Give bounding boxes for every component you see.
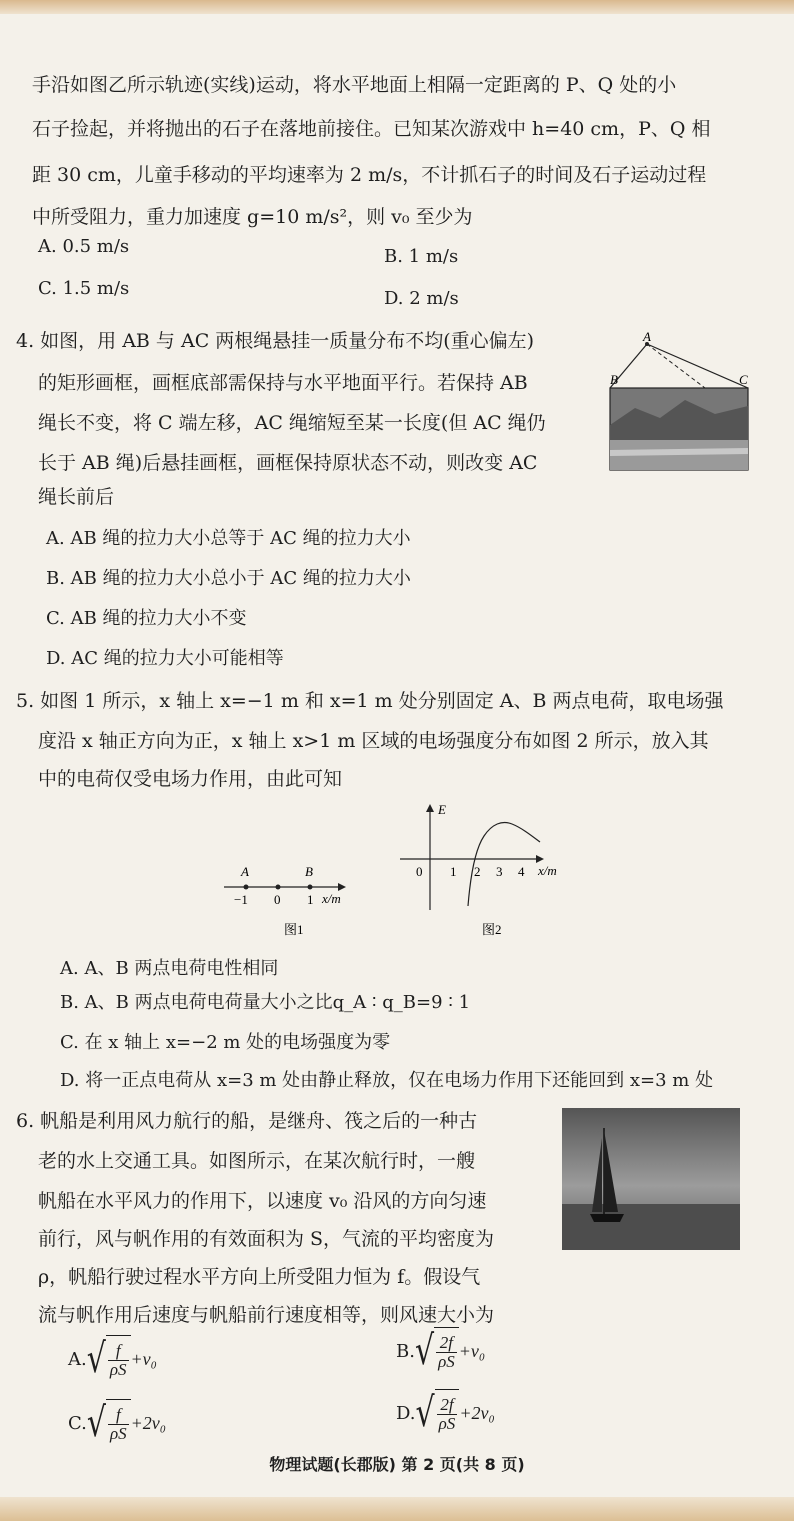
- q4-line-3: 绳长不变，将 C 端左移，AC 绳缩短至某一长度(但 AC 绳仍: [38, 412, 546, 434]
- q5-option-c: C. 在 x 轴上 x=−2 m 处的电场强度为零: [60, 1032, 391, 1053]
- q4-line-4: 长于 AB 绳)后悬挂画框，画框保持原状态不动，则改变 AC: [38, 452, 538, 474]
- q6-option-b: [396, 1326, 485, 1376]
- q6-c-tail: +2v₀: [130, 1413, 167, 1433]
- q6-a-label: A.: [68, 1349, 87, 1370]
- fig2-caption: 图2: [482, 922, 502, 937]
- page-top-edge: [0, 0, 794, 14]
- q6-b-tail: +v₀: [458, 1341, 486, 1361]
- q4-line-5: 绳长前后: [38, 486, 115, 508]
- sqrt-icon: √: [86, 1399, 106, 1447]
- fig1-tick-0: 0: [274, 892, 281, 907]
- fig2-axis-label: x/m: [538, 863, 557, 878]
- q4-option-b: B. AB 绳的拉力大小总小于 AC 绳的拉力大小: [46, 568, 411, 589]
- q6-line-3: 帆船在水平风力的作用下，以速度 v₀ 沿风的方向匀速: [38, 1190, 487, 1212]
- q6-b-den: ρS: [438, 1352, 455, 1371]
- q5-option-a: A. A、B 两点电荷电性相同: [60, 958, 279, 979]
- q5-figure-2: [398, 796, 573, 946]
- q3-line-4: 中所受阻力，重力加速度 g=10 m/s²，则 v₀ 至少为: [32, 206, 473, 228]
- page-bottom-edge: [0, 1497, 794, 1521]
- fig1-axis-label: x/m: [322, 891, 341, 906]
- q6-line-2: 老的水上交通工具。如图所示，在某次航行时，一艘: [38, 1150, 476, 1172]
- q6-d-label: D.: [396, 1403, 416, 1424]
- fig1-tick-1: 1: [307, 892, 314, 907]
- fig1-tick-neg1: −1: [234, 892, 248, 907]
- q3-option-c: C. 1.5 m/s: [38, 278, 130, 299]
- sqrt-icon: √: [415, 1389, 435, 1437]
- q5-line-2: 度沿 x 轴正方向为正，x 轴上 x>1 m 区域的电场强度分布如图 2 所示，放入其: [38, 730, 709, 752]
- q4-label-a: A: [643, 330, 651, 344]
- fig1-label-b: B: [305, 864, 313, 879]
- fig1-label-a: A: [241, 864, 249, 879]
- q6-line-5: ρ，帆船行驶过程水平方向上所受阻力恒为 f。假设气: [38, 1266, 481, 1288]
- q4-label-c: C: [739, 372, 748, 387]
- q6-c-label: C.: [68, 1413, 87, 1434]
- fig1-caption: 图1: [284, 922, 304, 937]
- q5-line-3: 中的电荷仅受电场力作用，由此可知: [38, 768, 343, 790]
- sqrt-icon: √: [414, 1327, 435, 1375]
- q3-line-2: 石子捡起，并将抛出的石子在落地前接住。已知某次游戏中 h=40 cm，P、Q 相: [32, 118, 711, 140]
- q4-label-b: B: [610, 372, 618, 387]
- q6-d-den: ρS: [438, 1414, 456, 1433]
- q6-line-1: 6. 帆船是利用风力航行的船，是继舟、筏之后的一种古: [16, 1110, 478, 1132]
- q6-d-num: 2f: [437, 1396, 458, 1415]
- sailboat-photo: [562, 1108, 740, 1250]
- q4-line-2: 的矩形画框，画框底部需保持与水平地面平行。若保持 AB: [38, 372, 528, 394]
- q3-line-1: 手沿如图乙所示轨迹(实线)运动，将水平地面上相隔一定距离的 P、Q 处的小: [32, 74, 677, 96]
- q6-line-6: 流与帆作用后速度与帆船前行速度相等，则风速大小为: [38, 1304, 495, 1326]
- q4-frame-figure: [605, 330, 755, 475]
- q3-line-3: 距 30 cm，儿童手移动的平均速率为 2 m/s，不计抓石子的时间及石子运动过程: [32, 164, 707, 186]
- q6-a-num: f: [108, 1342, 129, 1361]
- q6-d-tail: +2v₀: [459, 1403, 495, 1423]
- q4-line-1: 4. 如图，用 AB 与 AC 两根绳悬挂一质量分布不均(重心偏左): [16, 330, 535, 352]
- fig2-ylabel: E: [438, 802, 446, 817]
- q5-option-d: D. 将一正点电荷从 x=3 m 处由静止释放，仅在电场力作用下还能回到 x=3 m 处: [60, 1070, 714, 1091]
- q5-figure-1: [222, 860, 367, 945]
- fig2-tick-1: 1: [450, 864, 457, 879]
- q6-b-label: B.: [396, 1341, 415, 1362]
- q5-option-b: B. A、B 两点电荷电荷量大小之比q_A ∶ q_B=9 ∶ 1: [60, 992, 471, 1013]
- q5-line-1: 5. 如图 1 所示，x 轴上 x=−1 m 和 x=1 m 处分别固定 A、B 两点电荷，取电场强: [16, 690, 724, 712]
- q6-option-c: [68, 1398, 166, 1448]
- q6-a-tail: +v₀: [130, 1349, 157, 1369]
- page-footer: 物理试题(长郡版) 第 2 页(共 8 页): [269, 1455, 525, 1474]
- fig2-tick-3: 3: [496, 864, 503, 879]
- q6-option-d: [396, 1388, 495, 1438]
- fig2-tick-2: 2: [474, 864, 481, 879]
- q6-option-a: [68, 1334, 157, 1384]
- q6-line-4: 前行，风与帆作用的有效面积为 S，气流的平均密度为: [38, 1228, 495, 1250]
- q4-option-c: C. AB 绳的拉力大小不变: [46, 608, 247, 629]
- q3-option-d: D. 2 m/s: [384, 288, 459, 309]
- q6-a-den: ρS: [109, 1360, 127, 1379]
- fig2-tick-4: 4: [518, 864, 525, 879]
- q4-option-d: D. AC 绳的拉力大小可能相等: [46, 648, 284, 669]
- q6-c-num: f: [108, 1406, 129, 1425]
- q6-c-den: ρS: [109, 1424, 127, 1443]
- q4-option-a: A. AB 绳的拉力大小总等于 AC 绳的拉力大小: [46, 528, 411, 549]
- q3-option-a: A. 0.5 m/s: [38, 236, 130, 257]
- q3-option-b: B. 1 m/s: [384, 246, 459, 267]
- sqrt-icon: √: [86, 1335, 106, 1383]
- q6-b-num: 2f: [436, 1334, 457, 1353]
- fig2-origin: 0: [416, 864, 423, 879]
